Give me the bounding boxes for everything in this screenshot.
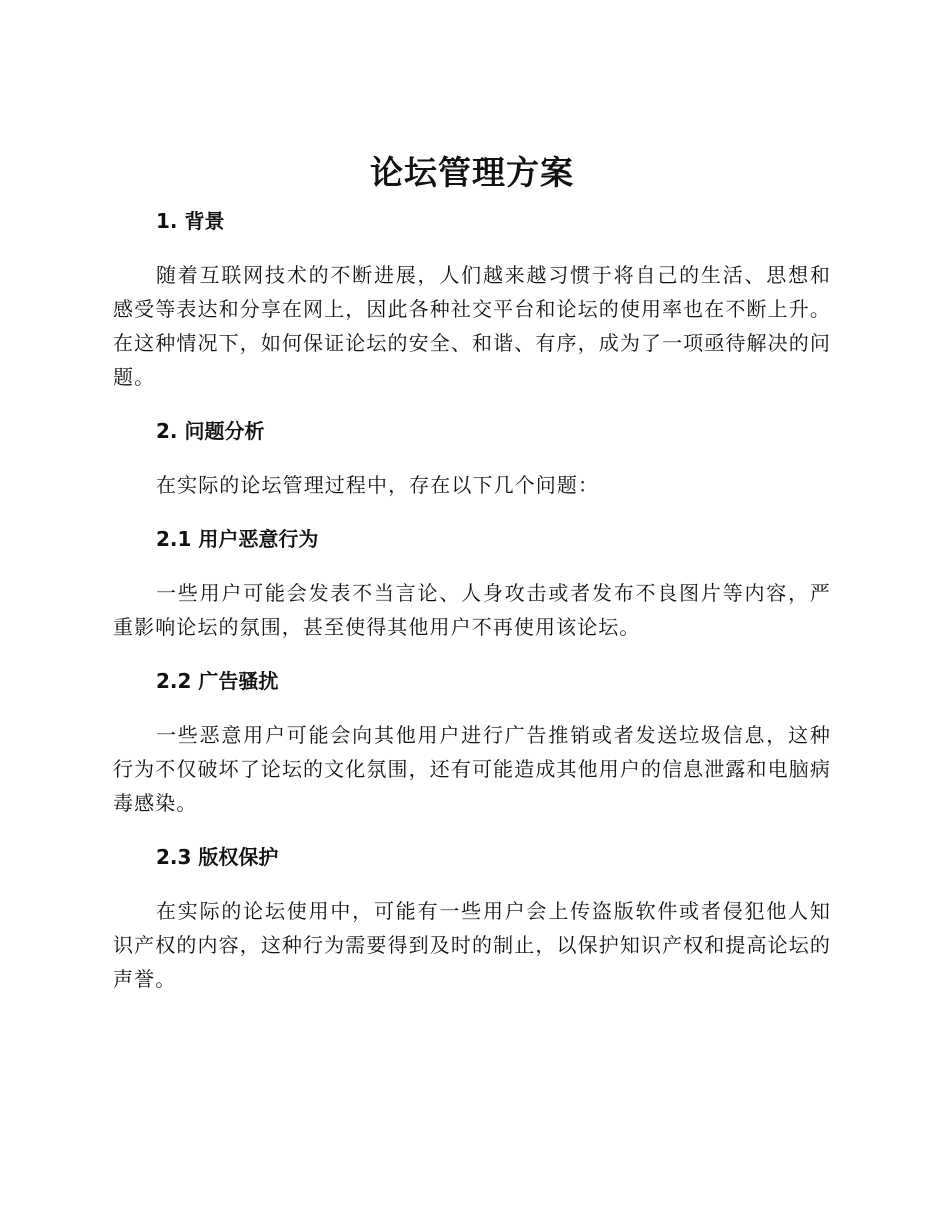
paragraph-background: 随着互联网技术的不断进展，人们越来越习惯于将自己的生活、思想和感受等表达和分享在网上，因此各种社交平台和论坛的使用率也在不断上升。在这种情况下，如何保证论坛的安全、和谐、有序，成为了一项亟待解决的问题。 (113, 263, 831, 389)
section-heading-background: 1. 背景 (156, 209, 225, 233)
section-heading-malicious-behavior: 2.1 用户恶意行为 (156, 527, 319, 551)
document-title: 论坛管理方案 (370, 153, 574, 192)
section-heading-problem-analysis: 2. 问题分析 (156, 419, 265, 443)
section-heading-ad-harassment: 2.2 广告骚扰 (156, 669, 279, 693)
paragraph-copyright: 在实际的论坛使用中，可能有一些用户会上传盗版软件或者侵犯他人知识产权的内容，这种行为需要得到及时的制止，以保护知识产权和提高论坛的声誉。 (113, 899, 831, 991)
paragraph-ad-harassment: 一些恶意用户可能会向其他用户进行广告推销或者发送垃圾信息，这种行为不仅破坏了论坛的文化氛围，还有可能造成其他用户的信息泄露和电脑病毒感染。 (113, 723, 831, 815)
paragraph-problem-intro: 在实际的论坛管理过程中，存在以下几个问题： (156, 473, 600, 497)
paragraph-malicious-behavior: 一些用户可能会发表不当言论、人身攻击或者发布不良图片等内容，严重影响论坛的氛围，甚至使得其他用户不再使用该论坛。 (113, 581, 831, 639)
section-heading-copyright: 2.3 版权保护 (156, 845, 279, 869)
document-page (113, 148, 831, 996)
